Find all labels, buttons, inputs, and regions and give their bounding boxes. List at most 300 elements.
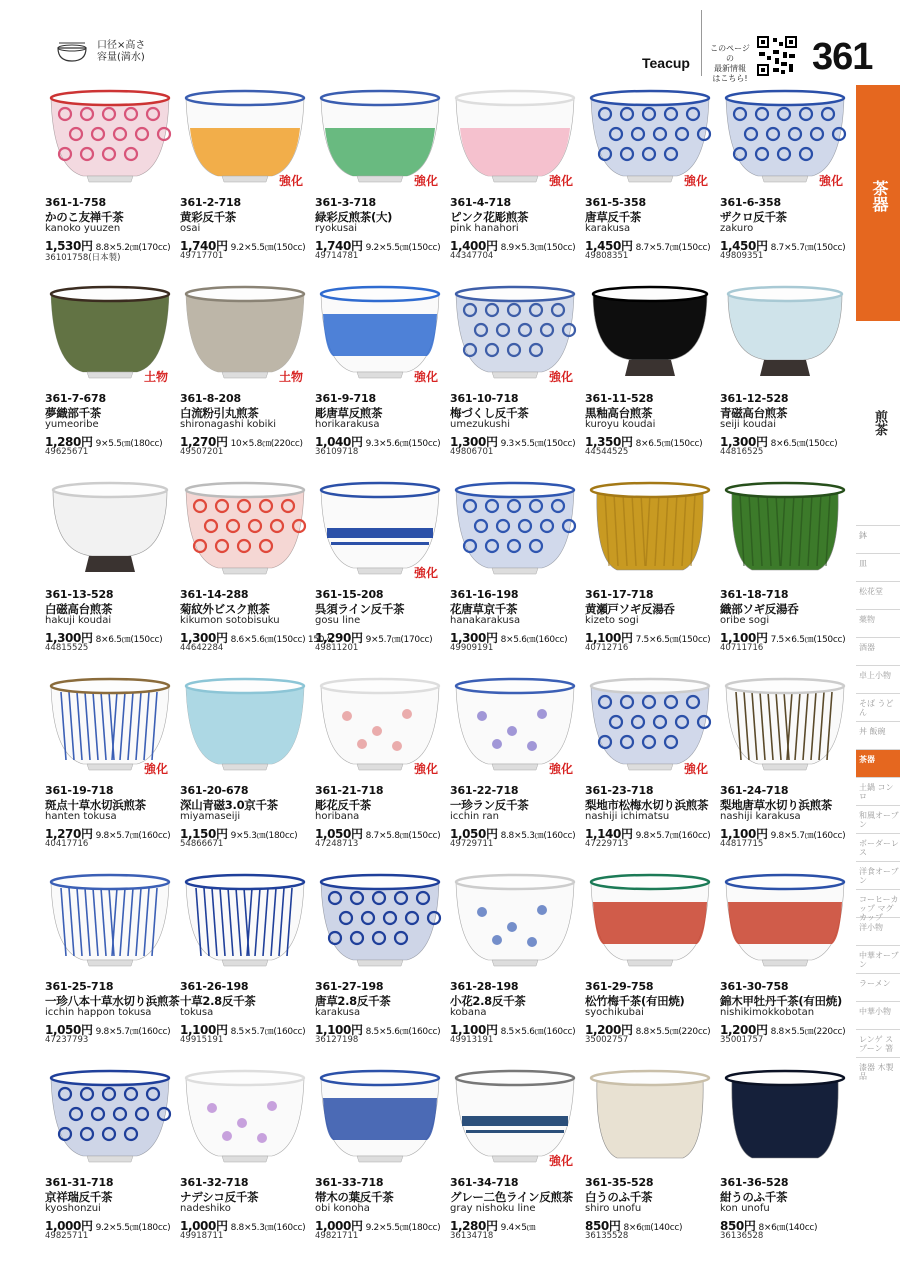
nav-item[interactable]: 鉢: [856, 525, 900, 553]
product-name-en: kyoshonzui: [45, 1203, 101, 1214]
product-item[interactable]: [315, 1068, 450, 1260]
product-name-en: zakuro: [720, 223, 754, 234]
jan-code: 44642284: [180, 643, 224, 653]
product-item[interactable]: [315, 88, 450, 280]
teacup-image: [452, 872, 578, 972]
product-name-en: icchin happon tokusa: [45, 1007, 152, 1018]
product-item[interactable]: [450, 676, 585, 868]
product-name-en: pink hanahori: [450, 223, 519, 234]
product-dimensions: 8×6.5㎝(150cc): [95, 635, 163, 645]
teacup-image: [317, 872, 443, 972]
product-code: 361-25-718: [45, 980, 114, 993]
product-price: 1,740円: [315, 239, 363, 253]
product-dimensions: 9.8×5.7㎝(160cc): [770, 831, 846, 841]
product-item[interactable]: [45, 1068, 180, 1260]
product-name-jp: 黒釉高台煎茶: [585, 406, 653, 420]
product-item[interactable]: [720, 284, 855, 476]
nav-item[interactable]: コーヒーカップ マグカップ: [856, 889, 900, 917]
product-name-en: gosu line: [315, 615, 361, 626]
product-item[interactable]: [585, 284, 720, 476]
qr-note-line-2: 最新情報: [714, 64, 746, 73]
product-item[interactable]: [720, 872, 855, 1064]
jan-code: 49809351: [720, 251, 764, 261]
jan-code: 40417716: [45, 839, 89, 849]
product-name-jp: 唐草2.8反千茶: [315, 994, 391, 1008]
product-name-jp: 梅づくし反千茶: [450, 406, 529, 420]
product-name-jp: 青磁高台煎茶: [720, 406, 788, 420]
product-code: 361-7-678: [45, 392, 106, 405]
product-item[interactable]: [450, 1068, 585, 1260]
product-name-jp: 帯木の葉反千茶: [315, 1190, 394, 1204]
teacup-image: [722, 284, 848, 384]
feature-badge: 強化: [818, 174, 843, 188]
jan-code: 35002757: [585, 1035, 629, 1045]
product-item[interactable]: [180, 1068, 315, 1260]
product-name-jp: 一珍八本十草水切り浜煎茶: [45, 994, 180, 1008]
product-item[interactable]: [315, 284, 450, 476]
product-code: 361-26-198: [180, 980, 249, 993]
product-name-en: kikumon sotobisuku: [180, 615, 280, 626]
teacup-image: [587, 480, 713, 580]
product-code: 361-8-208: [180, 392, 241, 405]
product-item[interactable]: [450, 88, 585, 280]
nav-item[interactable]: 洋小物: [856, 917, 900, 945]
product-dimensions: 8.5×5.7㎝(160cc): [230, 1027, 306, 1037]
category-tab-label: 茶器: [870, 180, 889, 212]
jan-code: 49909191: [450, 643, 494, 653]
product-name-en: syochikubai: [585, 1007, 644, 1018]
product-name-en: ryokusai: [315, 223, 358, 234]
product-price: 1,050円: [45, 1023, 93, 1037]
feature-badge: 強化: [548, 1154, 573, 1168]
product-item[interactable]: [585, 1068, 720, 1260]
product-dimensions: 9.8×5.7㎝(160cc): [635, 831, 711, 841]
product-code: 361-11-528: [585, 392, 654, 405]
product-dimensions: 8.6×5.6㎝(150cc) 150入: [230, 635, 333, 645]
feature-badge: 強化: [413, 370, 438, 384]
teacup-image: [722, 872, 848, 972]
nav-item[interactable]: 漆器 木製品: [856, 1057, 900, 1085]
teacup-image: [587, 1068, 713, 1168]
product-price: 1,140円: [585, 827, 633, 841]
category-nav: [856, 525, 900, 1085]
product-name-en: kuroyu koudai: [585, 419, 656, 430]
teacup-image: [182, 1068, 308, 1168]
jan-code: 44816525: [720, 447, 764, 457]
product-item[interactable]: [720, 676, 855, 868]
product-name-jp: 白うのふ千茶: [585, 1190, 653, 1204]
product-dimensions: 9.2×5.5㎝(180cc): [95, 1223, 171, 1233]
product-name-jp: 一珍ラン反千茶: [450, 798, 529, 812]
jan-code: 49625671: [45, 447, 89, 457]
product-name-en: oribe sogi: [720, 615, 770, 626]
nav-item[interactable]: 丼 飯碗: [856, 721, 900, 749]
product-name-en: yumeoribe: [45, 419, 99, 430]
product-item[interactable]: [180, 872, 315, 1064]
product-name-en: karakusa: [585, 223, 631, 234]
product-name-en: shiro unofu: [585, 1203, 642, 1214]
jan-code: 36135528: [585, 1231, 629, 1241]
nav-item[interactable]: 酒器: [856, 637, 900, 665]
product-item[interactable]: [720, 1068, 855, 1260]
product-code: 361-10-718: [450, 392, 519, 405]
legend-line-1: 口径×高さ: [97, 40, 146, 51]
nav-item[interactable]: 松花堂: [856, 581, 900, 609]
feature-badge: 強化: [413, 762, 438, 776]
product-dimensions: 9.8×5.7㎝(160cc): [95, 831, 171, 841]
teacup-image: [182, 872, 308, 972]
jan-code: 47229713: [585, 839, 629, 849]
product-item[interactable]: [180, 284, 315, 476]
product-name-en: hanten tokusa: [45, 811, 117, 822]
nav-item[interactable]: レンゲ スプーン 箸: [856, 1029, 900, 1057]
jan-code: 49825711: [45, 1231, 89, 1241]
feature-badge: 強化: [548, 370, 573, 384]
product-name-jp: 夢織部千茶: [45, 406, 101, 420]
nav-item[interactable]: ラーメン: [856, 973, 900, 1001]
product-code: 361-21-718: [315, 784, 384, 797]
jan-code: 36109718: [315, 447, 359, 457]
nav-item[interactable]: 皿: [856, 553, 900, 581]
product-price: 1,300円: [720, 435, 768, 449]
subcategory-label: 煎茶: [872, 410, 887, 436]
teacup-image: [722, 1068, 848, 1168]
product-name-en: umezukushi: [450, 419, 510, 430]
product-item[interactable]: [720, 480, 855, 672]
feature-badge: 強化: [413, 174, 438, 188]
product-dimensions: 9.2×5.5㎝(150cc): [365, 243, 441, 253]
product-name-jp: 菊紋外ビスク煎茶: [180, 602, 270, 616]
product-price: 1,200円: [720, 1023, 768, 1037]
product-price: 1,050円: [450, 827, 498, 841]
product-name-jp: ナデシコ反千茶: [180, 1190, 259, 1204]
jan-code: 49729711: [450, 839, 494, 849]
teacup-image: [47, 480, 173, 580]
product-item[interactable]: [45, 872, 180, 1064]
product-name-jp: 紺うのふ千茶: [720, 1190, 788, 1204]
product-item[interactable]: [585, 676, 720, 868]
product-name-en: icchin ran: [450, 811, 499, 822]
product-name-jp: 花唐草京千茶: [450, 602, 518, 616]
nav-item[interactable]: 卓上小物: [856, 665, 900, 693]
product-name-en: kanoko yuuzen: [45, 223, 121, 234]
jan-code: 49717701: [180, 251, 224, 261]
product-item[interactable]: [45, 676, 180, 868]
product-price: 1,000円: [180, 1219, 228, 1233]
nav-item[interactable]: 中華オーブン: [856, 945, 900, 973]
nav-item[interactable]: ボーダーレス: [856, 833, 900, 861]
product-price: 1,450円: [720, 239, 768, 253]
product-name-en: hakuji koudai: [45, 615, 112, 626]
product-code: 361-12-528: [720, 392, 789, 405]
product-item[interactable]: [45, 480, 180, 672]
page-header: [0, 0, 900, 85]
product-dimensions: 9×5.5㎝(180cc): [95, 439, 163, 449]
product-price: 1,000円: [45, 1219, 93, 1233]
product-code: 361-34-718: [450, 1176, 519, 1189]
product-price: 1,040円: [315, 435, 363, 449]
feature-badge: 強化: [548, 174, 573, 188]
product-code: 361-15-208: [315, 588, 384, 601]
product-name-jp: かのこ友禅千茶: [45, 210, 124, 224]
product-code: 361-27-198: [315, 980, 384, 993]
product-name-jp: 彫唐草反煎茶: [315, 406, 383, 420]
product-name-jp: 松竹梅千茶(有田焼): [585, 994, 685, 1008]
jan-code: 40711716: [720, 643, 764, 653]
product-code: 361-2-718: [180, 196, 241, 209]
product-item[interactable]: [450, 284, 585, 476]
product-dimensions: 9.2×5.5㎝(180cc): [365, 1223, 441, 1233]
product-name-en: karakusa: [315, 1007, 361, 1018]
product-name-jp: 十草2.8反千茶: [180, 994, 256, 1008]
nav-item[interactable]: 茶器: [856, 749, 900, 777]
teacup-image: [587, 284, 713, 384]
product-name-jp: 黄瀬戸ソギ反湯呑: [585, 602, 675, 616]
product-name-jp: 呉須ライン反千茶: [315, 602, 405, 616]
product-code: 361-22-718: [450, 784, 519, 797]
product-code: 361-14-288: [180, 588, 249, 601]
product-name-jp: 小花2.8反千茶: [450, 994, 526, 1008]
feature-badge: 強化: [548, 762, 573, 776]
product-item[interactable]: [585, 88, 720, 280]
product-dimensions: 8.8×5.5㎝(220cc): [770, 1027, 846, 1037]
jan-code: 54866671: [180, 839, 224, 849]
product-name-jp: 錦木甲牡丹千茶(有田焼): [720, 994, 842, 1008]
jan-code: 36134718: [450, 1231, 494, 1241]
product-code: 361-35-528: [585, 1176, 654, 1189]
jan-code: 49811201: [315, 643, 359, 653]
product-code: 361-18-718: [720, 588, 789, 601]
product-name-en: nadeshiko: [180, 1203, 231, 1214]
jan-code: 49913191: [450, 1035, 494, 1045]
product-dimensions: 8.8×5.5㎝(220cc): [635, 1027, 711, 1037]
product-price: 1,000円: [315, 1219, 363, 1233]
size-legend: [55, 40, 145, 64]
product-code: 361-6-358: [720, 196, 781, 209]
legend-line-2: 容量(満水): [97, 52, 145, 63]
product-dimensions: 8×6.5㎝(150cc): [770, 439, 838, 449]
product-dimensions: 7.5×6.5㎝(150cc): [635, 635, 711, 645]
product-dimensions: 9.2×5.5㎝(150cc): [230, 243, 306, 253]
product-name-jp: 梨地市松梅水切り浜煎茶: [585, 798, 709, 812]
product-name-en: nashiji ichimatsu: [585, 811, 670, 822]
product-dimensions: 8.9×5.3㎝(150cc): [500, 243, 576, 253]
teacup-image: [722, 676, 848, 776]
product-code: 361-29-758: [585, 980, 654, 993]
teacup-image: [182, 676, 308, 776]
product-code: 361-13-528: [45, 588, 114, 601]
product-item[interactable]: [45, 284, 180, 476]
product-price: 1,270円: [180, 435, 228, 449]
product-dimensions: 9.8×5.7㎝(160cc): [95, 1027, 171, 1037]
product-name-en: horikarakusa: [315, 419, 380, 430]
nav-item[interactable]: 和風オーブン: [856, 805, 900, 833]
qr-note-line-1: このページの: [710, 44, 750, 63]
product-price: 1,100円: [450, 1023, 498, 1037]
product-code: 361-3-718: [315, 196, 376, 209]
product-dimensions: 9.3×5.5㎝(150cc): [500, 439, 576, 449]
feature-badge: 土物: [278, 370, 303, 384]
product-dimensions: 8.7×5.7㎝(150cc): [770, 243, 846, 253]
product-dimensions: 8.7×5.7㎝(150cc): [635, 243, 711, 253]
product-dimensions: 8.7×5.8㎝(150cc): [365, 831, 441, 841]
product-code: 361-16-198: [450, 588, 519, 601]
product-name-en: seiji koudai: [720, 419, 777, 430]
product-price: 1,290円: [315, 631, 363, 645]
product-name-en: shironagashi kobiki: [180, 419, 277, 430]
product-item[interactable]: [180, 88, 315, 280]
product-price: 1,270円: [45, 827, 93, 841]
teacup-image: [317, 1068, 443, 1168]
product-code: 361-36-528: [720, 1176, 789, 1189]
product-dimensions: 8.8×5.3㎝(160cc): [230, 1223, 306, 1233]
nav-item[interactable]: 洋食オーブン: [856, 861, 900, 889]
jan-code: 49808351: [585, 251, 629, 261]
product-item[interactable]: [180, 676, 315, 868]
product-name-en: miyamaseiji: [180, 811, 241, 822]
teacup-image: [182, 480, 308, 580]
jan-code: 49915191: [180, 1035, 224, 1045]
product-item[interactable]: [45, 88, 180, 280]
product-item[interactable]: [315, 872, 450, 1064]
product-dimensions: 8×6㎝(140cc): [623, 1223, 683, 1233]
section-label: Teacup: [642, 55, 690, 71]
product-dimensions: 9×5.7㎝(170cc): [365, 635, 433, 645]
product-price: 1,100円: [720, 827, 768, 841]
product-price: 1,280円: [450, 1219, 498, 1233]
jan-code: 35001757: [720, 1035, 764, 1045]
product-dimensions: 8.5×5.6㎝(160cc): [500, 1027, 576, 1037]
category-tab[interactable]: [856, 85, 900, 321]
product-item[interactable]: [315, 676, 450, 868]
product-dimensions: 9.3×5.6㎝(150cc): [365, 439, 441, 449]
product-name-jp: ザクロ反千茶: [720, 210, 787, 224]
qr-code-icon[interactable]: [757, 36, 797, 76]
teacup-image: [47, 1068, 173, 1168]
jan-code: 49507201: [180, 447, 224, 457]
product-price: 1,300円: [450, 435, 498, 449]
qr-note-line-3: はこちら!: [712, 74, 748, 83]
product-price: 850円: [585, 1219, 621, 1233]
product-price: 1,150円: [180, 827, 228, 841]
product-name-jp: 織部ソギ反湯呑: [720, 602, 799, 616]
product-code: 361-5-358: [585, 196, 646, 209]
product-name-jp: 深山青磁3.0京千茶: [180, 798, 278, 812]
nav-item[interactable]: 中華小物: [856, 1001, 900, 1029]
product-code: 361-23-718: [585, 784, 654, 797]
product-name-en: osai: [180, 223, 201, 234]
product-price: 1,100円: [180, 1023, 228, 1037]
product-dimensions: 8.8×5.2㎝(170cc): [95, 243, 171, 253]
product-price: 1,300円: [450, 631, 498, 645]
feature-badge: 強化: [413, 566, 438, 580]
product-dimensions: 9.4×5㎝: [500, 1223, 536, 1233]
nav-item[interactable]: そば うどん: [856, 693, 900, 721]
nav-item[interactable]: 薬物: [856, 609, 900, 637]
jan-code: 40712716: [585, 643, 629, 653]
product-dimensions: 7.5×6.5㎝(150cc): [770, 635, 846, 645]
product-name-en: gray nishoku line: [450, 1203, 536, 1214]
header-divider: [701, 10, 702, 76]
feature-badge: 強化: [683, 174, 708, 188]
jan-code: 44817715: [720, 839, 764, 849]
product-item[interactable]: [585, 480, 720, 672]
product-name-jp: 京祥瑞反千茶: [45, 1190, 113, 1204]
product-item[interactable]: [450, 872, 585, 1064]
product-name-jp: 緑彩反煎茶(大): [315, 210, 393, 224]
qr-note: [707, 44, 753, 84]
product-dimensions: 8×5.6㎝(160cc): [500, 635, 568, 645]
product-name-en: obi konoha: [315, 1203, 370, 1214]
jan-code: 47237793: [45, 1035, 89, 1045]
product-dimensions: 10×5.8㎝(220cc): [230, 439, 303, 449]
product-dimensions: 8.8×5.3㎝(160cc): [500, 831, 576, 841]
jan-code: 36136528: [720, 1231, 764, 1241]
jan-code: 49714781: [315, 251, 359, 261]
jan-code: 44815525: [45, 643, 89, 653]
product-price: 1,200円: [585, 1023, 633, 1037]
product-item[interactable]: [315, 480, 450, 672]
product-dimensions: 8×6.5㎝(150cc): [635, 439, 703, 449]
product-dimensions: 8×6㎝(140cc): [758, 1223, 818, 1233]
product-code: 361-31-718: [45, 1176, 114, 1189]
product-name-en: kizeto sogi: [585, 615, 639, 626]
product-name-en: horibana: [315, 811, 360, 822]
product-code: 361-1-758: [45, 196, 106, 209]
teacup-image: [47, 872, 173, 972]
jan-code: 49821711: [315, 1231, 359, 1241]
product-code: 361-30-758: [720, 980, 789, 993]
jan-code: 44347704: [450, 251, 494, 261]
product-price: 1,100円: [720, 631, 768, 645]
product-price: 1,280円: [45, 435, 93, 449]
product-code: 361-4-718: [450, 196, 511, 209]
jan-code: 44544525: [585, 447, 629, 457]
teacup-image: [47, 88, 173, 188]
product-item[interactable]: [450, 480, 585, 672]
feature-badge: 強化: [683, 762, 708, 776]
product-name-jp: 彫花反千茶: [315, 798, 371, 812]
page-number: 361: [812, 36, 873, 78]
product-code: 361-32-718: [180, 1176, 249, 1189]
product-name-en: nashiji karakusa: [720, 811, 801, 822]
product-item[interactable]: [180, 480, 333, 672]
product-name-jp: ピンク花彫煎茶: [450, 210, 529, 224]
product-item[interactable]: [585, 872, 720, 1064]
product-price: 1,400円: [450, 239, 498, 253]
product-item[interactable]: [720, 88, 855, 280]
bowl-dimension-icon: [55, 40, 89, 64]
jan-code: 36127198: [315, 1035, 359, 1045]
product-name-en: hanakarakusa: [450, 615, 521, 626]
product-name-en: nishikimokkobotan: [720, 1007, 815, 1018]
teacup-image: [722, 480, 848, 580]
product-price: 1,050円: [315, 827, 363, 841]
jan-code: 49806701: [450, 447, 494, 457]
product-name-jp: 白流粉引丸煎茶: [180, 406, 259, 420]
teacup-image: [587, 872, 713, 972]
nav-item[interactable]: 土鍋 コンロ: [856, 777, 900, 805]
jan-code: 47248713: [315, 839, 359, 849]
product-name-jp: グレー二色ライン反煎茶: [450, 1190, 573, 1204]
product-code: 361-9-718: [315, 392, 376, 405]
product-code: 361-24-718: [720, 784, 789, 797]
product-price: 1,450円: [585, 239, 633, 253]
product-name-en: tokusa: [180, 1007, 214, 1018]
jan-code: 36101758(日本製): [45, 253, 121, 263]
feature-badge: 強化: [143, 762, 168, 776]
product-name-jp: 斑点十草水切浜煎茶: [45, 798, 146, 812]
